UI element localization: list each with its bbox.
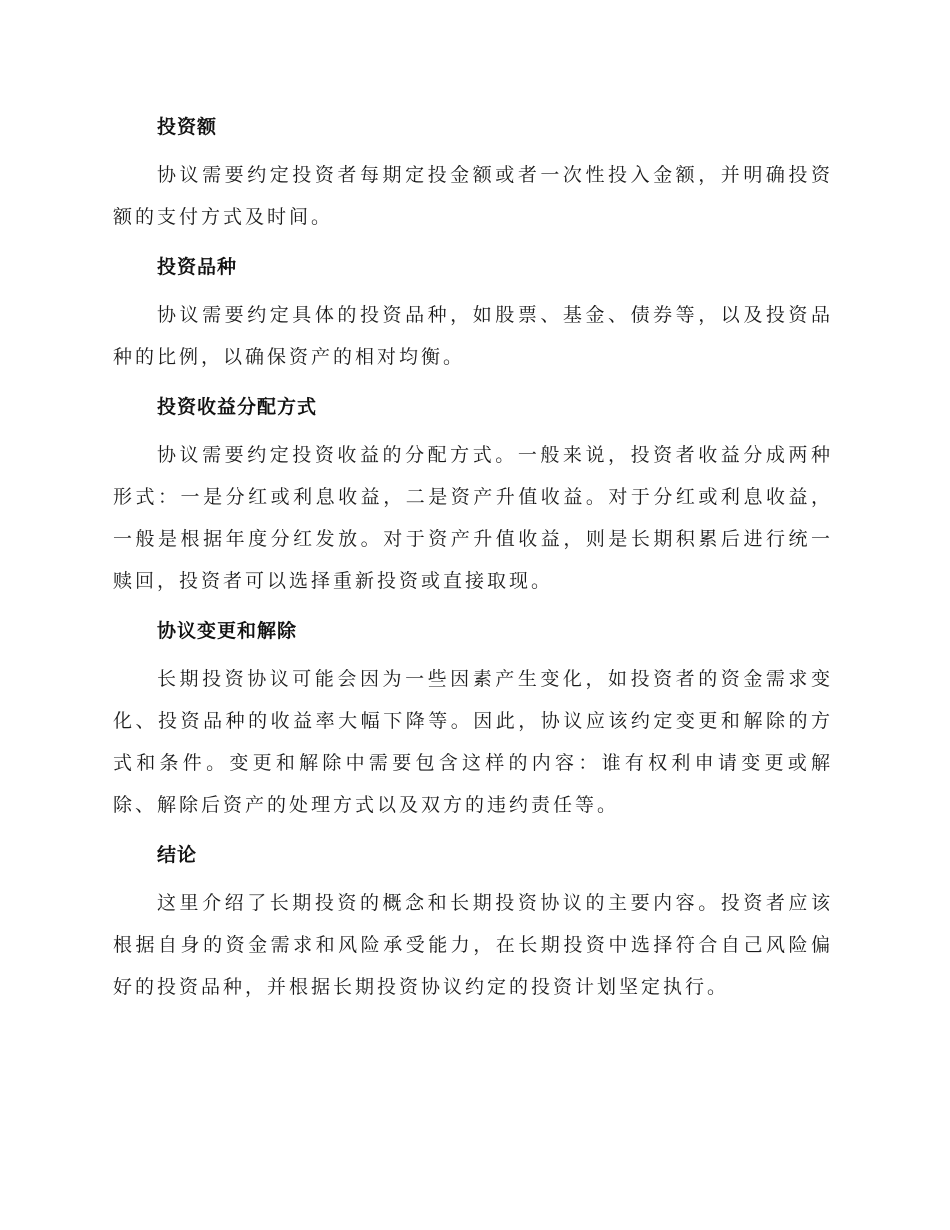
section-investment-amount bbox=[113, 108, 833, 238]
section-heading: 投资额 bbox=[157, 116, 218, 138]
section-paragraph: 这里介绍了长期投资的概念和长期投资协议的主要内容。投资者应该根据自身的资金需求和风险承受能力，在长期投资中选择符合自己风险偏好的投资品种，并根据长期投资协议约定的投资计划坚定执行。 bbox=[113, 892, 833, 998]
section-heading: 协议变更和解除 bbox=[157, 620, 298, 642]
section-paragraph: 协议需要约定具体的投资品种，如股票、基金、债券等，以及投资品种的比例，以确保资产的相对均衡。 bbox=[113, 304, 833, 368]
section-heading: 投资收益分配方式 bbox=[157, 396, 318, 418]
section-paragraph: 协议需要约定投资收益的分配方式。一般来说，投资者收益分成两种形式：一是分红或利息收益，二是资产升值收益。对于分红或利息收益，一般是根据年度分红发放。对于资产升值收益，则是长期积累后进行统一赎回，投资者可以选择重新投资或直接取现。 bbox=[113, 444, 833, 592]
section-conclusion bbox=[113, 836, 833, 1008]
section-heading: 投资品种 bbox=[157, 256, 238, 278]
section-heading: 结论 bbox=[157, 844, 198, 866]
section-profit-distribution bbox=[113, 388, 833, 602]
section-agreement-change bbox=[113, 612, 833, 826]
section-investment-types bbox=[113, 248, 833, 378]
section-paragraph: 协议需要约定投资者每期定投金额或者一次性投入金额，并明确投资额的支付方式及时间。 bbox=[113, 164, 833, 228]
document-content bbox=[113, 108, 833, 1018]
section-paragraph: 长期投资协议可能会因为一些因素产生变化，如投资者的资金需求变化、投资品种的收益率大幅下降等。因此，协议应该约定变更和解除的方式和条件。变更和解除中需要包含这样的内容：谁有权利申请变更或解除、解除后资产的处理方式以及双方的违约责任等。 bbox=[113, 668, 833, 816]
